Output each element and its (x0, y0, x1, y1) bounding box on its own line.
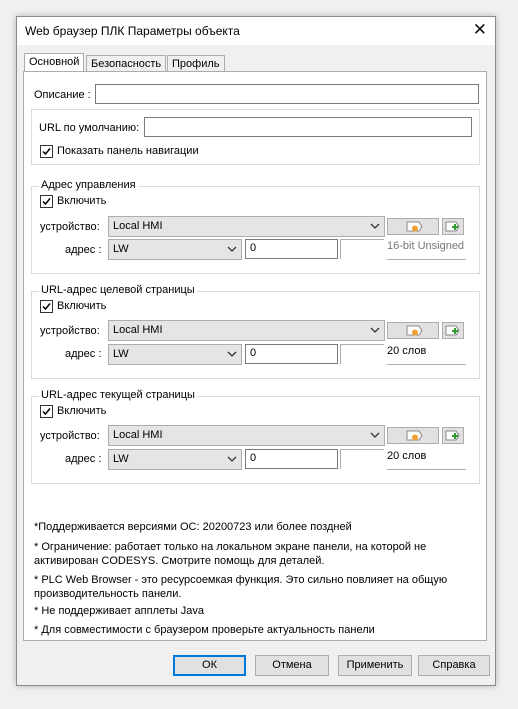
add-tag-icon (443, 428, 463, 443)
address-info-box (387, 344, 466, 365)
chevron-down-icon (227, 455, 237, 463)
default-url-input[interactable] (144, 117, 472, 137)
tab-security[interactable]: Безопасность (86, 55, 166, 72)
target-url-device-select[interactable] (108, 320, 385, 341)
target-url-enable-label: Включить (57, 300, 107, 312)
target-url-address-type-select[interactable] (108, 344, 242, 365)
control-address-enable-label: Включить (57, 195, 107, 207)
device-value: Local HMI (113, 220, 163, 232)
control-address-title: Адрес управления (41, 179, 136, 191)
device-label: устройство: (40, 325, 100, 337)
current-url-address-input[interactable]: 0 (245, 449, 338, 469)
device-value: Local HMI (113, 324, 163, 336)
chevron-down-icon (227, 350, 237, 358)
chevron-down-icon (227, 245, 237, 253)
tag-settings-button[interactable] (387, 322, 439, 339)
chevron-down-icon (370, 222, 380, 230)
tag-icon (388, 219, 438, 234)
show-nav-checkbox[interactable] (40, 145, 53, 158)
tab-profile[interactable]: Профиль (167, 55, 225, 72)
tag-icon (388, 323, 438, 338)
device-label: устройство: (40, 430, 100, 442)
address-info-box (387, 449, 466, 470)
address-label: адрес : (65, 244, 102, 256)
close-icon[interactable]: ✕ (472, 20, 487, 39)
control-address-type-select[interactable] (108, 239, 242, 260)
add-tag-button[interactable] (442, 218, 464, 235)
tag-settings-button[interactable] (387, 427, 439, 444)
note-resource: * PLC Web Browser - это ресурсоемкая функция. Это сильно повлияет на общую производительность панели. (34, 574, 448, 600)
note-java: * Не поддерживает апплеты Java (34, 605, 204, 617)
address-type-value: LW (113, 243, 129, 255)
note-os-version: *Поддерживается версиями ОС: 20200723 или более поздней (34, 521, 352, 533)
description-label: Описание : (34, 89, 91, 101)
current-url-title: URL-адрес текущей страницы (41, 389, 195, 401)
control-address-device-select[interactable] (108, 216, 385, 237)
address-label: адрес : (65, 453, 102, 465)
apply-button[interactable]: Применить (338, 655, 412, 676)
tab-basic[interactable]: Основной (24, 53, 84, 72)
default-url-label: URL по умолчанию: (39, 122, 140, 134)
description-input[interactable] (95, 84, 479, 104)
add-tag-icon (443, 323, 463, 338)
add-tag-button[interactable] (442, 427, 464, 444)
current-url-device-select[interactable] (108, 425, 385, 446)
chevron-down-icon (370, 326, 380, 334)
help-button[interactable]: Справка (418, 655, 490, 676)
window-title: Web браузер ПЛК Параметры объекта (25, 24, 240, 38)
device-value: Local HMI (113, 429, 163, 441)
address-info: 20 слов (387, 345, 427, 357)
control-address-enable-checkbox[interactable] (40, 195, 53, 208)
note-compatibility: * Для совместимости с браузером проверьте актуальность панели (34, 624, 375, 636)
address-extra-field (340, 239, 384, 259)
chevron-down-icon (370, 431, 380, 439)
address-info: 16-bit Unsigned (387, 240, 465, 252)
note-restriction: * Ограничение: работает только на локальном экране панели, на которой не активирован CODESYS. Смотрите помощь для деталей. (34, 541, 427, 567)
target-url-title: URL-адрес целевой страницы (41, 284, 195, 296)
address-type-value: LW (113, 348, 129, 360)
show-nav-label: Показать панель навигации (57, 145, 199, 157)
address-extra-field (340, 449, 384, 469)
dialog-window (16, 16, 496, 686)
current-url-enable-label: Включить (57, 405, 107, 417)
address-extra-field (340, 344, 384, 364)
current-url-enable-checkbox[interactable] (40, 405, 53, 418)
tag-settings-button[interactable] (387, 218, 439, 235)
address-info: 20 слов (387, 450, 427, 462)
control-address-value-input[interactable]: 0 (245, 239, 338, 259)
add-tag-icon (443, 219, 463, 234)
title-bar (17, 17, 495, 45)
cancel-button[interactable]: Отмена (255, 655, 329, 676)
target-url-enable-checkbox[interactable] (40, 300, 53, 313)
tag-icon (388, 428, 438, 443)
address-label: адрес : (65, 348, 102, 360)
address-info-box (387, 239, 466, 260)
address-type-value: LW (113, 453, 129, 465)
target-url-address-input[interactable]: 0 (245, 344, 338, 364)
current-url-address-type-select[interactable] (108, 449, 242, 470)
ok-button[interactable]: ОК (173, 655, 246, 676)
add-tag-button[interactable] (442, 322, 464, 339)
device-label: устройство: (40, 221, 100, 233)
